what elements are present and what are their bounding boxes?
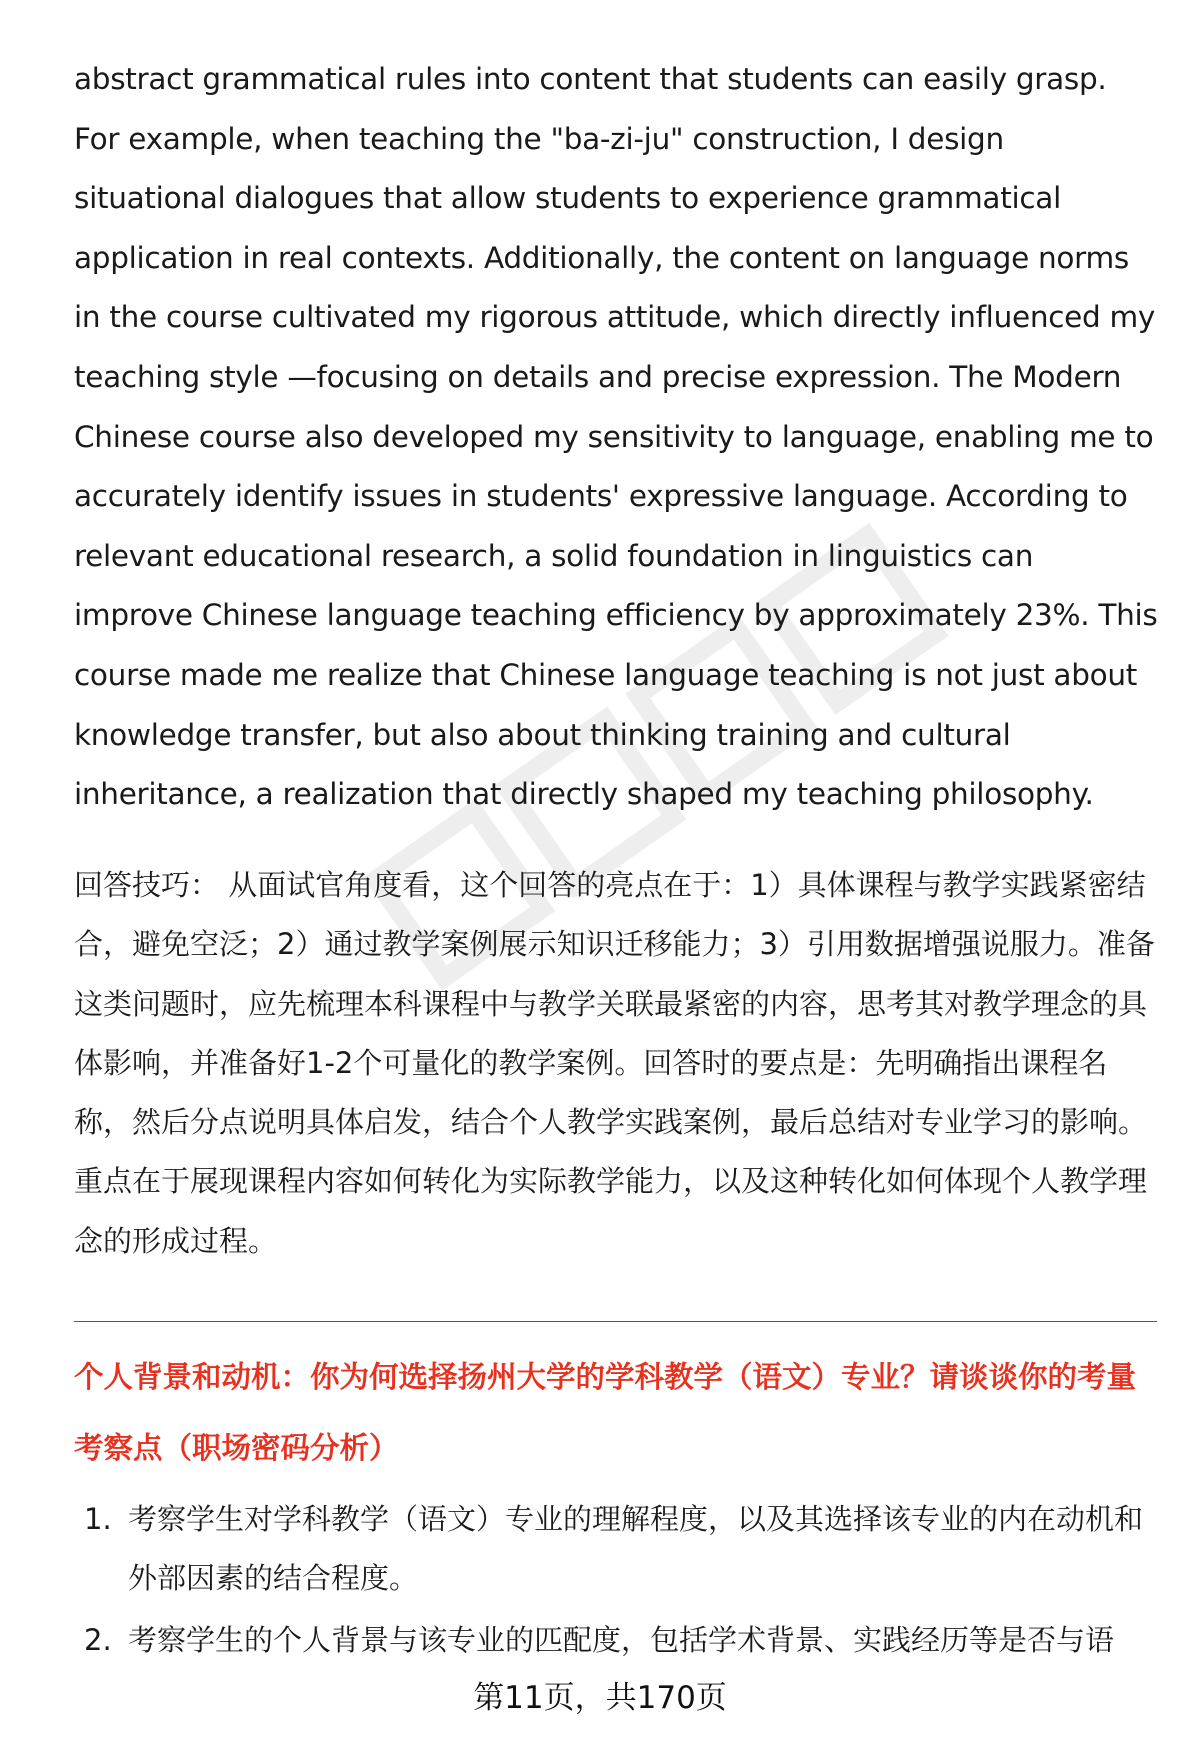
answer-tips-paragraph: 回答技巧： 从面试官角度看，这个回答的亮点在于：1）具体课程与教学实践紧密结合，避免空泛；2）通过教学案例展示知识迁移能力；3）引用数据增强说服力。准备这类问题时，应先梳理本科课程中与教学关联最紧密的内容，思考其对教学理念的具体影响，并准备好1-2个可量化的教学案例。回答时的要点是：先明确指出课程名称，然后分点说明具体启发，结合个人教学实践案例，最后总结对专业学习的影响。重点在于展现课程内容如何转化为实际教学能力，以及这种转化如何体现个人教学理念的形成过程。	[74, 868, 1155, 1258]
page-number-footer: 第11页，共170页	[473, 1680, 727, 1716]
list-item-number: 2.	[84, 1622, 112, 1657]
list-item-number: 1.	[84, 1502, 112, 1536]
list-item-text: 考察学生的个人背景与该专业的匹配度，包括学术背景、实践经历等是否与语	[128, 1622, 1115, 1657]
section-divider	[74, 1321, 1157, 1322]
list-item	[74, 1490, 1159, 1609]
list-item	[74, 1611, 1159, 1670]
assessment-points-list	[74, 1490, 1159, 1670]
assessment-subtitle: 考察点（职场密码分析）	[74, 1431, 399, 1465]
list-item-text: 考察学生对学科教学（语文）专业的理解程度，以及其选择该专业的内在动机和外部因素的结合程度。	[128, 1502, 1144, 1596]
question-title: 个人背景和动机：你为何选择扬州大学的学科教学（语文）专业？请谈谈你的考量	[74, 1360, 1137, 1394]
english-answer-paragraph: abstract grammatical rules into content that students can easily grasp. For example, when teaching the "ba-zi-ju" construction, I design situational dialogues that allow students to experience grammatical application in real contexts. Additionally, the content on language norms in the course cultivated my rigorous attitude, which directly influenced my teaching style —focusing on details and precise expression. The Modern Chinese course also developed my sensitivity to language, enabling me to accurately identify issues in students' expressive language. According to relevant educational research, a solid foundation in linguistics can improve Chinese language teaching efficiency by approximately 23%. This course made me realize that Chinese language teaching is not just about knowledge transfer, but also about thinking training and cultural inheritance, a realization that directly shaped my teaching philosophy.	[74, 62, 1158, 812]
section-heading	[74, 1342, 1164, 1484]
